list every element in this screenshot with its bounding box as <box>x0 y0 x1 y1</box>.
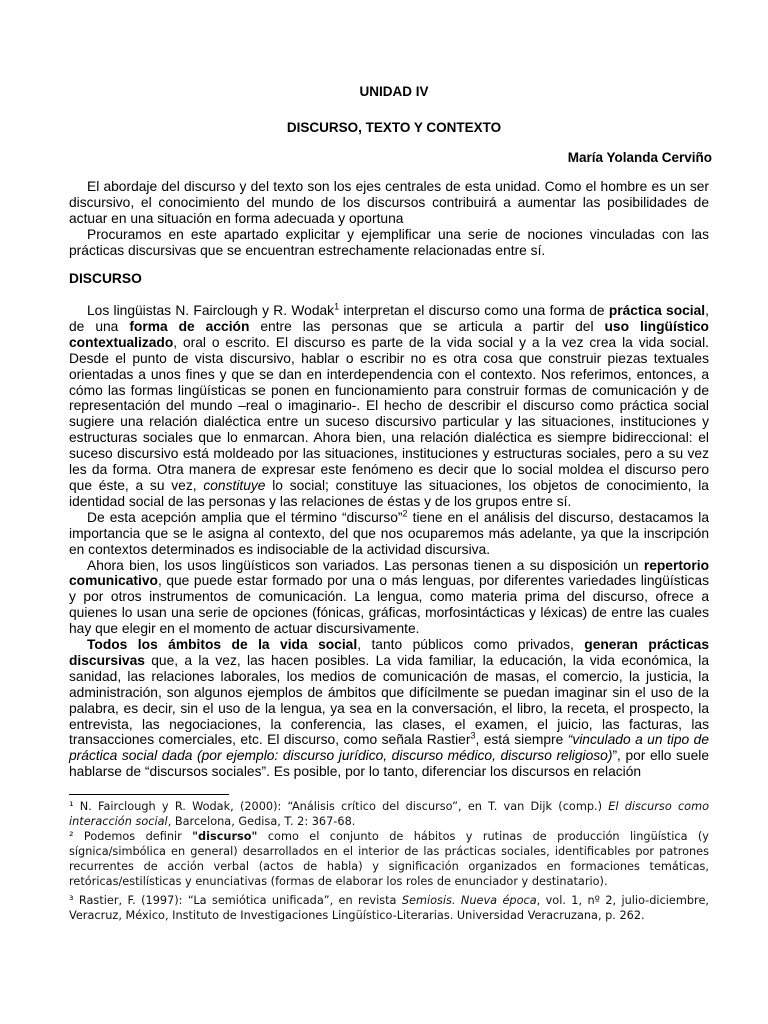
footnote-2 <box>69 829 709 889</box>
body-paragraph-2 <box>69 510 709 558</box>
bold-term: generan prácticas discursivas <box>69 637 709 668</box>
text-run: ³ Rastier, F. (1997): “La semiótica unificada”, en revista <box>69 894 402 907</box>
text-run: Los lingüistas N. Fairclough y R. Wodak <box>87 303 335 318</box>
bold-term: forma de acción <box>129 318 250 334</box>
text-run: , vol. 1, nº 2, julio-diciembre, Veracruz, México, Instituto de Investigaciones Lingüístico-Literarias. Universidad Veracruzana, p. 262. <box>69 894 709 922</box>
text-run: ”, por ello suele hablarse de “discursos sociales”. Es posible, por lo tanto, diferenciar los discursos en relación <box>69 748 709 780</box>
author-name: María Yolanda Cerviño <box>567 150 712 165</box>
footnote-1 <box>69 799 709 829</box>
bold-term: uso lingüístico contextualizado <box>69 318 709 350</box>
text-run: , está siempre <box>475 732 568 748</box>
text-run: entre las personas que se articula a partir del <box>249 318 605 334</box>
intro-paragraph-1: El abordaje del discurso y del texto son los ejes centrales de esta unidad. Como el hombre es un ser discursivo, el conocimiento del mundo de los discursos contribuirá a aumentar las posibilidades de actuar en una situación en forma adecuada y oportuna <box>69 179 709 226</box>
italic-title: Semiosis. Nueva época <box>401 894 537 907</box>
bold-term: repertorio comunicativo <box>69 557 709 589</box>
text-run: , oral o escrito. El discurso es parte de la vida social y a la vez crea la vida social. Desde el punto de vista discursivo, hablar o escribir no es otra cosa que construir piezas textuales orientadas a unos fines y que se dan en interdependencia con el contexto. Nos referimos, entonces, a cómo las formas lingüísticas se ponen en funcionamiento para construir formas de comunicación y de representación del mundo –real o imaginario-. El hecho de describir el discurso como práctica social sugiere una relación dialéctica entre un suceso discursivo particular y las situaciones, instituciones y estructuras sociales que lo enmarcan. Ahora bien, una relación dialéctica es siempre bidireccional: el suceso discursivo está moldeado por las situaciones, instituciones y estructuras sociales, pero a su vez les da forma. Otra manera de expresar este fenómeno es decir que lo social moldea el discurso pero que éste, a su vez, <box>69 334 709 493</box>
text-run: como el conjunto de hábitos y rutinas de producción lingüística (y sígnica/simbólica en general) desarrollados en el interior de las prácticas sociales, identificables por patrones recurrentes de acción verbal (actos de habla) y significación organizados en formaciones temáticas, retóricas/estilísticas y enunciativas (formas de elaborar los roles de enunciador y destinatario). <box>69 830 709 888</box>
italic-quote: “vinculado a un tipo de práctica social dada (por ejemplo: discurso jurídico, discurso médico, discurso religioso) <box>69 732 709 764</box>
bold-term: Todos los ámbitos de la vida social <box>87 637 358 653</box>
text-run: ² Podemos definir <box>69 830 193 843</box>
footnote-3 <box>69 893 709 923</box>
body-paragraph-4 <box>69 637 709 780</box>
intro-section <box>69 179 709 259</box>
text-run: lo social; constituye las situaciones, los objetos de conocimiento, la identidad social de las personas y las relaciones de éstas y de los grupos entre sí. <box>69 477 709 509</box>
text-run: ¹ N. Fairclough y R. Wodak, (2000): “Análisis crítico del discurso”, en T. van Dijk (comp.) <box>69 800 609 813</box>
footnote-ref-2[interactable]: 2 <box>402 508 408 519</box>
section-heading-discurso: DISCURSO <box>69 271 142 286</box>
text-run: Ahora bien, los usos lingüísticos son variados. Las personas tienen a su disposición un <box>87 557 644 573</box>
text-run: tiene en el análisis del discurso, destacamos la importancia que se le asigna al contexto, del que nos ocuparemos más adelante, ya que la inscripción en contextos determinados es indisociable de la actividad discursiva. <box>69 509 709 557</box>
footnote-divider <box>69 794 229 795</box>
footnote-ref-1[interactable]: 1 <box>334 301 340 312</box>
italic-title: El discurso como interacción social <box>69 800 709 828</box>
main-section <box>69 303 709 780</box>
italic-term: constituye <box>203 477 266 493</box>
text-run: , tanto públicos como privados, <box>357 637 585 653</box>
bold-term: práctica social <box>608 303 706 318</box>
body-paragraph-1 <box>69 303 709 510</box>
text-run: interpretan el discurso como una forma de <box>339 303 609 318</box>
text-run: , Barcelona, Gedisa, T. 2: 367-68. <box>167 815 356 828</box>
text-run: , que puede estar formado por una o más lenguas, por diferentes variedades lingüísticas y por otros instrumentos de comunicación. La lengua, como materia prima del discurso, ofrece a quienes lo usan una serie de opciones (fónicas, gráficas, morfosintácticas y léxicas) de entre las cuales hay que elegir en el momento de actuar discursivamente. <box>69 573 709 637</box>
body-paragraph-3 <box>69 558 709 638</box>
text-run: que, a la vez, las hacen posibles. La vida familiar, la educación, la vida económica, la sanidad, las relaciones laborales, los medios de comunicación de masas, el comercio, la justicia, la administración, son algunos ejemplos de ámbitos que difícilmente se puedan imaginar sin el uso de la palabra, es decir, sin el uso de la lengua, ya sea en la conversación, el libro, la receta, el prospecto, la entrevista, las negociaciones, la conferencia, las clases, el examen, el juicio, las facturas, las transacciones comerciales, etc. El discurso, como señala Rastier <box>69 652 709 748</box>
footnotes-block <box>69 799 709 889</box>
bold-term: "discurso" <box>192 830 258 843</box>
footnote-ref-3[interactable]: 3 <box>470 730 476 741</box>
text-run: , de una <box>69 303 709 334</box>
intro-paragraph-2: Procuramos en este apartado explicitar y ejemplificar una serie de nociones vinculadas con las prácticas discursivas que se encuentran estrechamente relacionadas entre sí. <box>69 226 709 258</box>
text-run: De esta acepción amplia que el término “discurso” <box>87 509 403 525</box>
page-title: DISCURSO, TEXTO Y CONTEXTO <box>286 120 502 135</box>
unit-heading: UNIDAD IV <box>359 84 429 99</box>
